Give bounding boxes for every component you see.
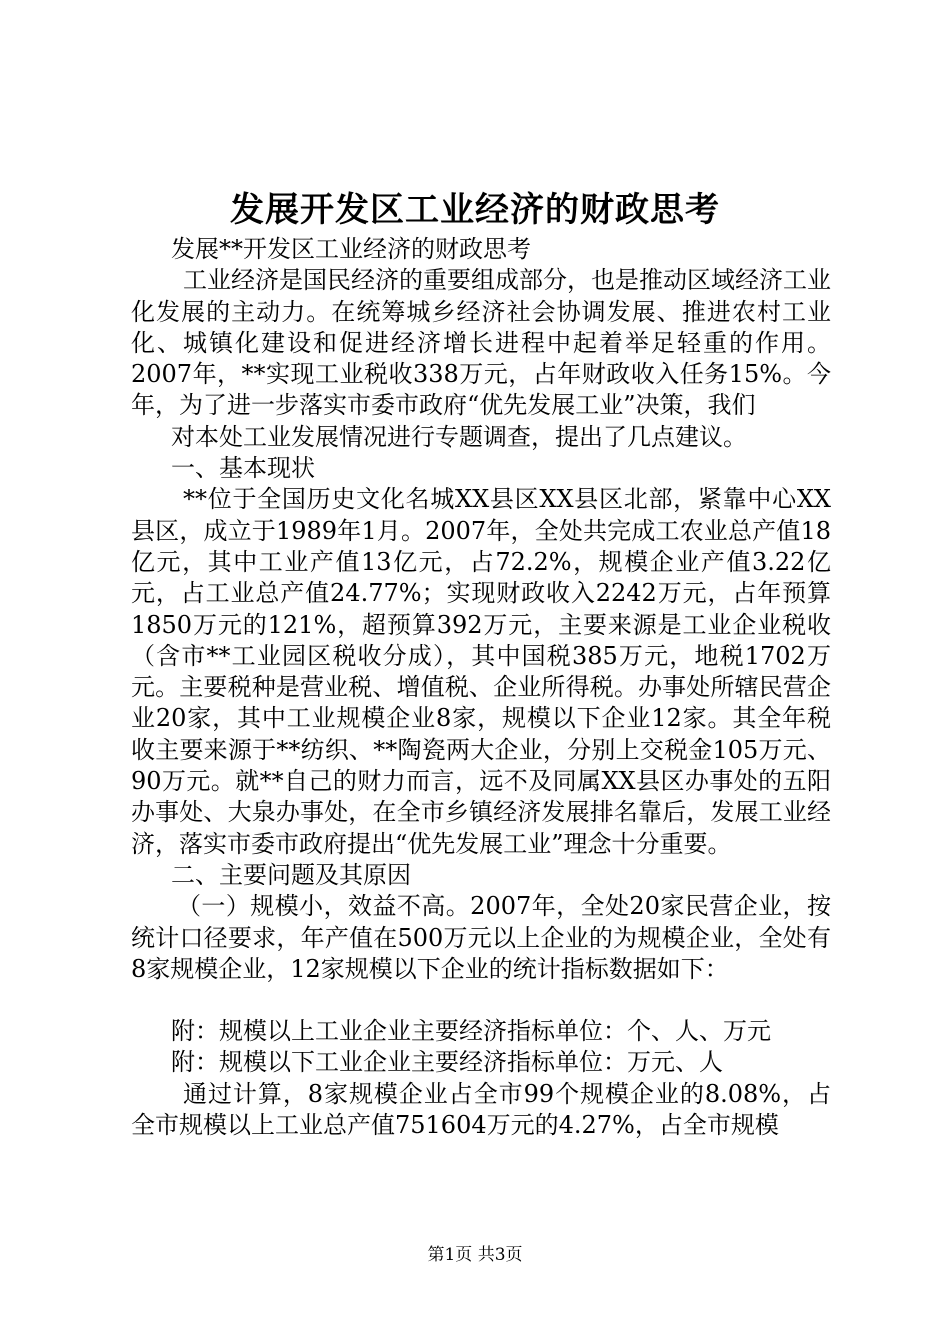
subtitle-paragraph: 发展**开发区工业经济的财政思考 <box>171 235 531 263</box>
blank-line <box>131 985 831 1016</box>
section-heading-status: 一、基本现状 <box>171 454 315 483</box>
survey-paragraph: 对本处工业发展情况进行专题调查，提出了几点建议。 <box>171 422 747 451</box>
appendix-line-above-scale: 附：规模以上工业企业主要经济指标单位：个、人、万元 <box>171 1017 771 1046</box>
document-body <box>131 234 831 1141</box>
appendix-line-below-scale: 附：规模以下工业企业主要经济指标单位：万元、人 <box>171 1048 723 1077</box>
document-title: 发展开发区工业经济的财政思考 <box>230 190 720 230</box>
page-number: 第1页 共3页 <box>427 1245 523 1265</box>
section-heading-problems: 二、主要问题及其原因 <box>171 860 411 889</box>
intro-paragraph: 工业经济是国民经济的重要组成部分，也是推动区域经济工业化发展的主动力。在统筹城乡经济社会协调发展、推进农村工业化、城镇化建设和促进经济增长进程中起着举足轻重的作用。2007年，**实现工业税收338万元，占年财政收入任务15%。今年，为了进一步落实市委市政府“优先发展工业”决策，我们 <box>131 266 831 420</box>
problem-paragraph: （一）规模小，效益不高。2007年，全处20家民营企业，按统计口径要求，年产值在500万元以上企业的为规模企业，全处有8家规模企业，12家规模以下企业的统计指标数据如下： <box>131 892 831 983</box>
calculation-paragraph: 通过计算，8家规模企业占全市99个规模企业的8.08%，占全市规模以上工业总产值751604万元的4.27%，占全市规模 <box>131 1079 831 1140</box>
status-paragraph: **位于全国历史文化名城XX县区XX县区北部，紧靠中心XX县区，成立于1989年1月。2007年，全处共完成工农业总产值18亿元，其中工业产值13亿元，占72.2%，规模企业产值3.22亿元，占工业总产值24.77%；实现财政收入2242万元，占年预算1850万元的121%，超预算392万元，主要来源是工业企业税收（含市**工业园区税收分成），其中国税385万元，地税1702万元。主要税种是营业税、增值税、企业所得税。办事处所辖民营企业20家，其中工业规模企业8家，规模以下企业12家。其全年税收主要来源于**纺织、**陶瓷两大企业，分别上交税金105万元、90万元。就**自己的财力而言，远不及同属XX县区办事处的五阳办事处、大泉办事处，在全市乡镇经济发展排名靠后，发展工业经济，落实市委市政府提出“优先发展工业”理念十分重要。 <box>131 485 831 858</box>
